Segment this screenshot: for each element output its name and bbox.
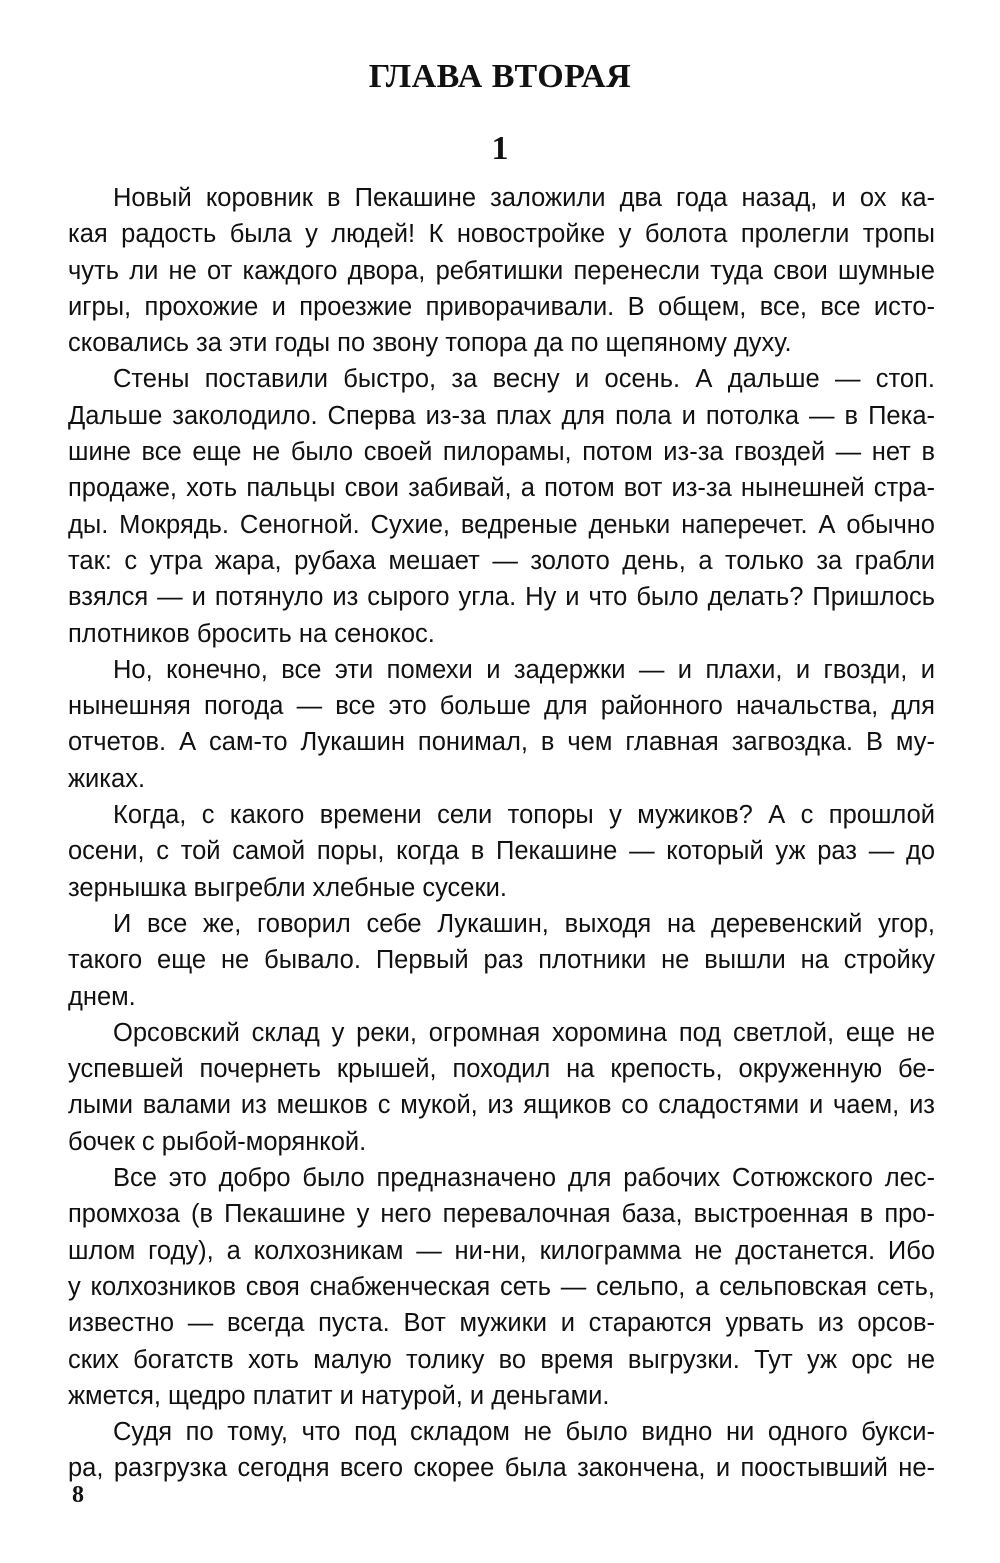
text-line: Новый коровник в Пекашине заложили два года назад, и ох ка- bbox=[113, 184, 935, 212]
text-line: ды. Мокрядь. Сеногной. Сухие, ведреные деньки наперечет. А обычно bbox=[68, 510, 935, 539]
text-line: продаже, хоть пальцы свои забивай, а потом вот из-за нынешней стра- bbox=[68, 474, 935, 503]
text-line: так: с утра жара, рубаха мешает — золото день, а только за грабли bbox=[68, 546, 935, 575]
text-line: успевшей почернеть крышей, походил на крепость, окруженную бе- bbox=[68, 1055, 935, 1084]
text-line: такого еще не бывало. Первый раз плотники не вышли на стройку bbox=[68, 946, 935, 975]
text-line: Стены поставили быстро, за весну и осень. А дальше — стоп. bbox=[113, 365, 935, 394]
text-line: известно — всегда пуста. Вот мужики и стараются урвать из орсов- bbox=[68, 1309, 935, 1338]
paragraph bbox=[68, 180, 935, 361]
text-line: Но, конечно, все эти помехи и задержки — и плахи, и гвозди, и bbox=[113, 655, 935, 684]
text-line: кая радость была у людей! К новостройке у болота пролегли тропы bbox=[68, 220, 935, 249]
paragraph bbox=[68, 1015, 935, 1160]
text-line: Орсовский склад у реки, огромная хоромина под светлой, еще не bbox=[113, 1018, 935, 1047]
paragraph bbox=[68, 797, 935, 906]
paragraph bbox=[68, 361, 935, 651]
text-line: Судя по тому, что под складом не было видно ни одного букси- bbox=[113, 1418, 935, 1447]
text-line: днем. bbox=[68, 982, 136, 1011]
body-text bbox=[68, 180, 935, 1487]
paragraph bbox=[68, 906, 935, 1015]
text-line: игры, прохожие и проезжие приворачивали. В общем, все, все исто- bbox=[68, 292, 935, 321]
text-line: Все это добро было предназначено для рабочих Сотюжского лес- bbox=[113, 1164, 935, 1193]
text-line: ра, разгрузка сегодня всего скорее была закончена, и поостывший не- bbox=[68, 1454, 935, 1483]
text-line: шлом году), а колхозникам — ни-ни, килограмма не достанется. Ибо bbox=[68, 1236, 935, 1265]
text-line: бочек с рыбой-морянкой. bbox=[68, 1127, 367, 1156]
text-line: зернышка выгребли хлебные сусеки. bbox=[68, 873, 507, 902]
text-line: чуть ли не от каждого двора, ребятишки перенесли туда свои шумные bbox=[68, 256, 935, 285]
text-line: промхоза (в Пекашине у него перевалочная база, выстроенная в про- bbox=[68, 1200, 935, 1229]
paragraph bbox=[68, 652, 935, 797]
text-line: И все же, говорил себе Лукашин, выходя на деревенский угор, bbox=[113, 909, 935, 938]
page-number: 8 bbox=[72, 1482, 84, 1508]
text-line: Когда, с какого времени сели топоры у мужиков? А с прошлой bbox=[113, 801, 935, 830]
chapter-title: ГЛАВА ВТОРАЯ bbox=[368, 58, 632, 95]
text-line: жмется, щедро платит и натурой, и деньгами. bbox=[68, 1381, 610, 1410]
text-line: сковались за эти годы по звону топора да по щепяному духу. bbox=[68, 329, 792, 358]
section-number: 1 bbox=[491, 130, 509, 167]
text-line: ских богатств хоть малую толику во время выгрузки. Тут уж орс не bbox=[68, 1345, 935, 1374]
paragraph bbox=[68, 1160, 935, 1414]
text-line: Дальше заколодило. Сперва из-за плах для пола и потолка — в Пека- bbox=[68, 401, 935, 430]
text-line: взялся — и потянуло из сырого угла. Ну и что было делать? Пришлось bbox=[68, 583, 935, 612]
text-line: жиках. bbox=[68, 764, 146, 793]
text-line: лыми валами из мешков с мукой, из ящиков со сладостями и чаем, из bbox=[68, 1091, 935, 1120]
text-line: отчетов. А сам-то Лукашин понимал, в чем главная загвоздка. В му- bbox=[68, 728, 935, 757]
text-line: нынешняя погода — все это больше для районного начальства, для bbox=[68, 692, 935, 721]
text-line: осени, с той самой поры, когда в Пекашине — который уж раз — до bbox=[68, 837, 935, 866]
paragraph bbox=[68, 1414, 935, 1487]
text-line: шине все еще не было своей пилорамы, потом из-за гвоздей — нет в bbox=[68, 438, 935, 467]
text-line: у колхозников своя снабженческая сеть — сельпо, а сельповская сеть, bbox=[68, 1272, 935, 1301]
text-line: плотников бросить на сенокос. bbox=[68, 619, 435, 648]
